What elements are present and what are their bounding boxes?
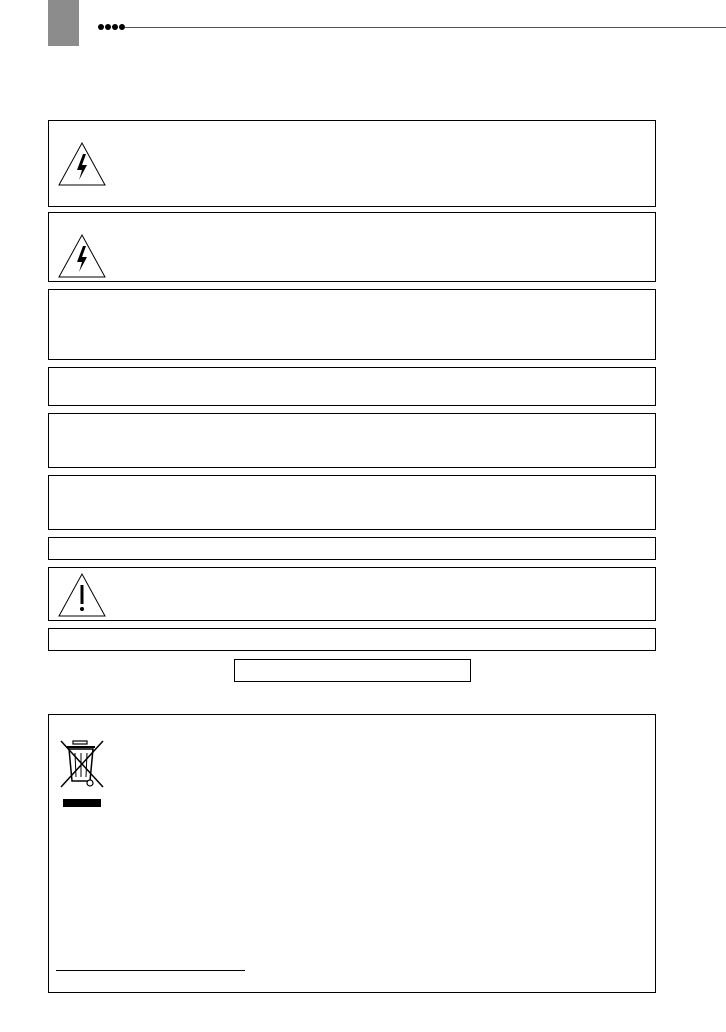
notice-box-4 [48,367,656,406]
disposal-box [48,714,656,993]
warning-box-electric-shock-1 [48,120,656,207]
footnote-rule [56,970,245,971]
header-dots-icon [97,23,127,31]
header-rule [125,27,726,28]
caution-exclamation-icon [57,572,107,618]
electric-shock-warning-icon [57,233,107,279]
notice-box-6 [48,475,656,530]
warning-box-electric-shock-2 [48,212,656,282]
notice-box-7 [48,537,656,560]
caution-box [48,567,656,621]
crossed-out-wheeled-bin-icon [57,739,107,809]
notice-box-9 [48,628,656,651]
notice-box-5 [48,413,656,468]
section-tab [48,0,79,46]
centered-label-box [234,659,471,682]
electric-shock-warning-icon [57,141,107,187]
notice-box-3 [48,289,656,360]
